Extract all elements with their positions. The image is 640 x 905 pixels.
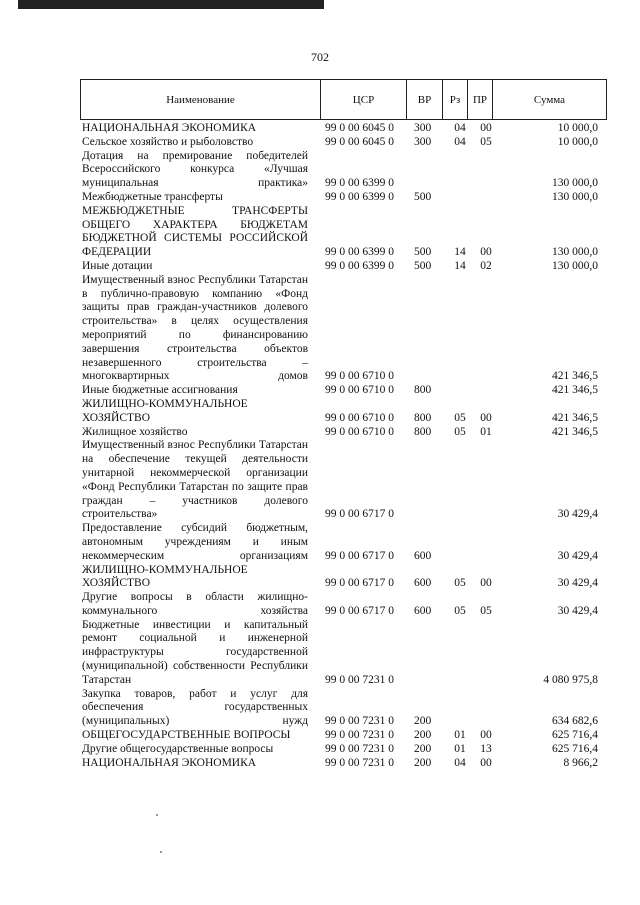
row-sum: 625 716,4 (552, 742, 598, 755)
table-row (82, 384, 602, 398)
row-name: Имущественный взнос Республики Татарстан на обеспечение текущей деятельности унитарной некоммерческой организации «Фонд Республики Татарстан по защите прав граждан – участников долевого строительства» (82, 439, 308, 521)
row-csr: 99 0 00 6710 0 (325, 384, 394, 397)
row-name: Другие общегосударственные вопросы (82, 742, 274, 755)
header-csr: ЦСР (321, 80, 407, 119)
table-row (82, 426, 602, 440)
row-name: Предоставление субсидий бюджетным, автономным учреждениям и иным некоммерческим организациям (82, 522, 308, 562)
row-name: ЖИЛИЩНО-КОММУНАЛЬНОЕ ХОЗЯЙСТВО (82, 563, 248, 590)
row-rz: 14 (454, 259, 466, 272)
table-row (82, 564, 602, 592)
table-row (82, 136, 602, 150)
row-vr: 500 (414, 259, 432, 272)
row-sum: 30 429,4 (557, 577, 598, 590)
row-name: Другие вопросы в области жилищно-коммунального хозяйства (82, 591, 308, 617)
row-name: Иные дотации (82, 259, 153, 272)
row-sum: 4 080 975,8 (543, 673, 598, 686)
row-rz: 05 (454, 577, 466, 590)
row-csr: 99 0 00 6045 0 (325, 135, 394, 148)
row-pr: 00 (480, 246, 492, 259)
table-row (82, 150, 602, 191)
row-vr: 600 (414, 549, 432, 562)
row-csr: 99 0 00 6710 0 (325, 411, 394, 424)
row-sum: 130 000,0 (552, 190, 598, 203)
header-sum: Сумма (533, 93, 566, 106)
row-sum: 625 716,4 (552, 729, 598, 742)
row-name: Дотация на премирование победителей Всероссийского конкурса «Лучшая муниципальная практика» (82, 149, 308, 190)
table-row (82, 398, 602, 426)
header-vr: ВР (407, 80, 443, 119)
row-csr: 99 0 00 7231 0 (325, 742, 394, 755)
row-sum: 130 000,0 (552, 177, 598, 190)
row-csr: 99 0 00 7231 0 (325, 729, 394, 742)
row-rz: 14 (454, 246, 466, 259)
row-name: ОБЩЕГОСУДАРСТВЕННЫЕ ВОПРОСЫ (82, 729, 291, 742)
table-row (82, 743, 602, 757)
scan-speck (156, 814, 158, 816)
row-rz: 04 (454, 135, 466, 148)
row-pr: 02 (480, 259, 492, 272)
row-name: Бюджетные инвестиции и капитальный ремонт социальной и инженерной инфраструктуры государственной (муниципальной) собственности Республики Татарстан (82, 618, 308, 686)
row-vr: 500 (414, 190, 432, 203)
header-rz: Рз (443, 80, 468, 119)
row-name: Сельское хозяйство и рыболовство (82, 135, 254, 148)
row-vr: 800 (414, 411, 432, 424)
table-row (82, 191, 602, 205)
row-sum: 30 429,4 (557, 549, 598, 562)
row-pr: 01 (480, 425, 492, 438)
row-csr: 99 0 00 6399 0 (325, 177, 394, 190)
row-name: Межбюджетные трансферты (82, 190, 223, 203)
row-name: Закупка товаров, работ и услуг для обеспечения государственных (муниципальных) нужд (82, 687, 308, 728)
row-rz: 05 (454, 411, 466, 424)
row-pr: 05 (480, 135, 492, 148)
row-sum: 30 429,4 (557, 508, 598, 521)
table-row (82, 522, 602, 563)
row-rz: 04 (454, 756, 466, 769)
row-csr: 99 0 00 6717 0 (325, 508, 394, 521)
row-sum: 130 000,0 (552, 246, 598, 259)
row-csr: 99 0 00 7231 0 (325, 756, 394, 769)
row-csr: 99 0 00 7231 0 (325, 673, 394, 686)
row-csr: 99 0 00 6045 0 (325, 122, 394, 134)
row-rz: 05 (454, 425, 466, 438)
header-name: Наименование (81, 80, 321, 119)
row-rz: 04 (454, 122, 466, 134)
row-vr: 300 (414, 122, 432, 134)
row-name: ЖИЛИЩНО-КОММУНАЛЬНОЕ ХОЗЯЙСТВО (82, 397, 248, 424)
table-row (82, 274, 602, 384)
row-rz: 01 (454, 742, 466, 755)
row-sum: 8 966,2 (563, 756, 598, 769)
row-name: МЕЖБЮДЖЕТНЫЕ ТРАНСФЕРТЫ ОБЩЕГО ХАРАКТЕРА БЮДЖЕТАМ БЮДЖЕТНОЙ СИСТЕМЫ РОССИЙСКОЙ ФЕДЕРАЦИИ (82, 204, 308, 259)
table-row (82, 260, 602, 274)
row-pr: 00 (480, 577, 492, 590)
row-sum: 421 346,5 (552, 384, 598, 397)
row-sum: 10 000,0 (557, 135, 598, 148)
row-name: Иные бюджетные ассигнования (82, 384, 238, 397)
row-csr: 99 0 00 6710 0 (325, 425, 394, 438)
row-sum: 130 000,0 (552, 259, 598, 272)
row-pr: 00 (480, 411, 492, 424)
row-vr: 800 (414, 384, 432, 397)
row-csr: 99 0 00 6399 0 (325, 246, 394, 259)
table-row (82, 205, 602, 260)
row-sum: 10 000,0 (557, 122, 598, 134)
row-vr: 200 (414, 715, 432, 728)
row-pr: 00 (480, 729, 492, 742)
table-row (82, 439, 602, 522)
row-vr: 200 (414, 742, 432, 755)
scan-edge-mark (18, 0, 324, 9)
row-pr: 00 (480, 756, 492, 769)
row-vr: 500 (414, 246, 432, 259)
table-row (82, 591, 602, 619)
table-row (82, 122, 602, 136)
table-row (82, 619, 602, 688)
row-pr: 13 (480, 742, 492, 755)
row-vr: 300 (414, 135, 432, 148)
row-csr: 99 0 00 6399 0 (325, 190, 394, 203)
row-vr: 600 (414, 604, 432, 617)
row-name: Имущественный взнос Республики Татарстан в публично-правовую компанию «Фонд защиты прав граждан-участников долевого строительства» в целях осуществления мероприятий по финансированию завершения строительства объектов незавершенного строительства – многоквартирных домов (82, 273, 308, 383)
table-header (80, 79, 607, 120)
row-sum: 421 346,5 (552, 411, 598, 424)
row-sum: 30 429,4 (557, 604, 598, 617)
row-name: НАЦИОНАЛЬНАЯ ЭКОНОМИКА (82, 122, 257, 134)
table-row (82, 688, 602, 729)
scan-speck (160, 851, 162, 853)
header-pr: ПР (468, 80, 493, 119)
row-csr: 99 0 00 6717 0 (325, 604, 394, 617)
row-rz: 05 (454, 604, 466, 617)
row-csr: 99 0 00 6399 0 (325, 259, 394, 272)
row-csr: 99 0 00 7231 0 (325, 715, 394, 728)
table-row (82, 729, 602, 743)
row-rz: 01 (454, 729, 466, 742)
page-number: 702 (311, 50, 329, 64)
row-csr: 99 0 00 6710 0 (325, 370, 394, 383)
row-csr: 99 0 00 6717 0 (325, 549, 394, 562)
row-sum: 634 682,6 (552, 715, 598, 728)
table-body (82, 122, 602, 770)
row-vr: 600 (414, 577, 432, 590)
row-vr: 200 (414, 756, 432, 769)
row-vr: 800 (414, 425, 432, 438)
table-row (82, 757, 602, 771)
row-csr: 99 0 00 6717 0 (325, 577, 394, 590)
row-vr: 200 (414, 729, 432, 742)
row-sum: 421 346,5 (552, 370, 598, 383)
row-pr: 00 (480, 122, 492, 134)
row-name: Жилищное хозяйство (82, 425, 188, 438)
row-name: НАЦИОНАЛЬНАЯ ЭКОНОМИКА (82, 756, 257, 769)
row-pr: 05 (480, 604, 492, 617)
row-sum: 421 346,5 (552, 425, 598, 438)
